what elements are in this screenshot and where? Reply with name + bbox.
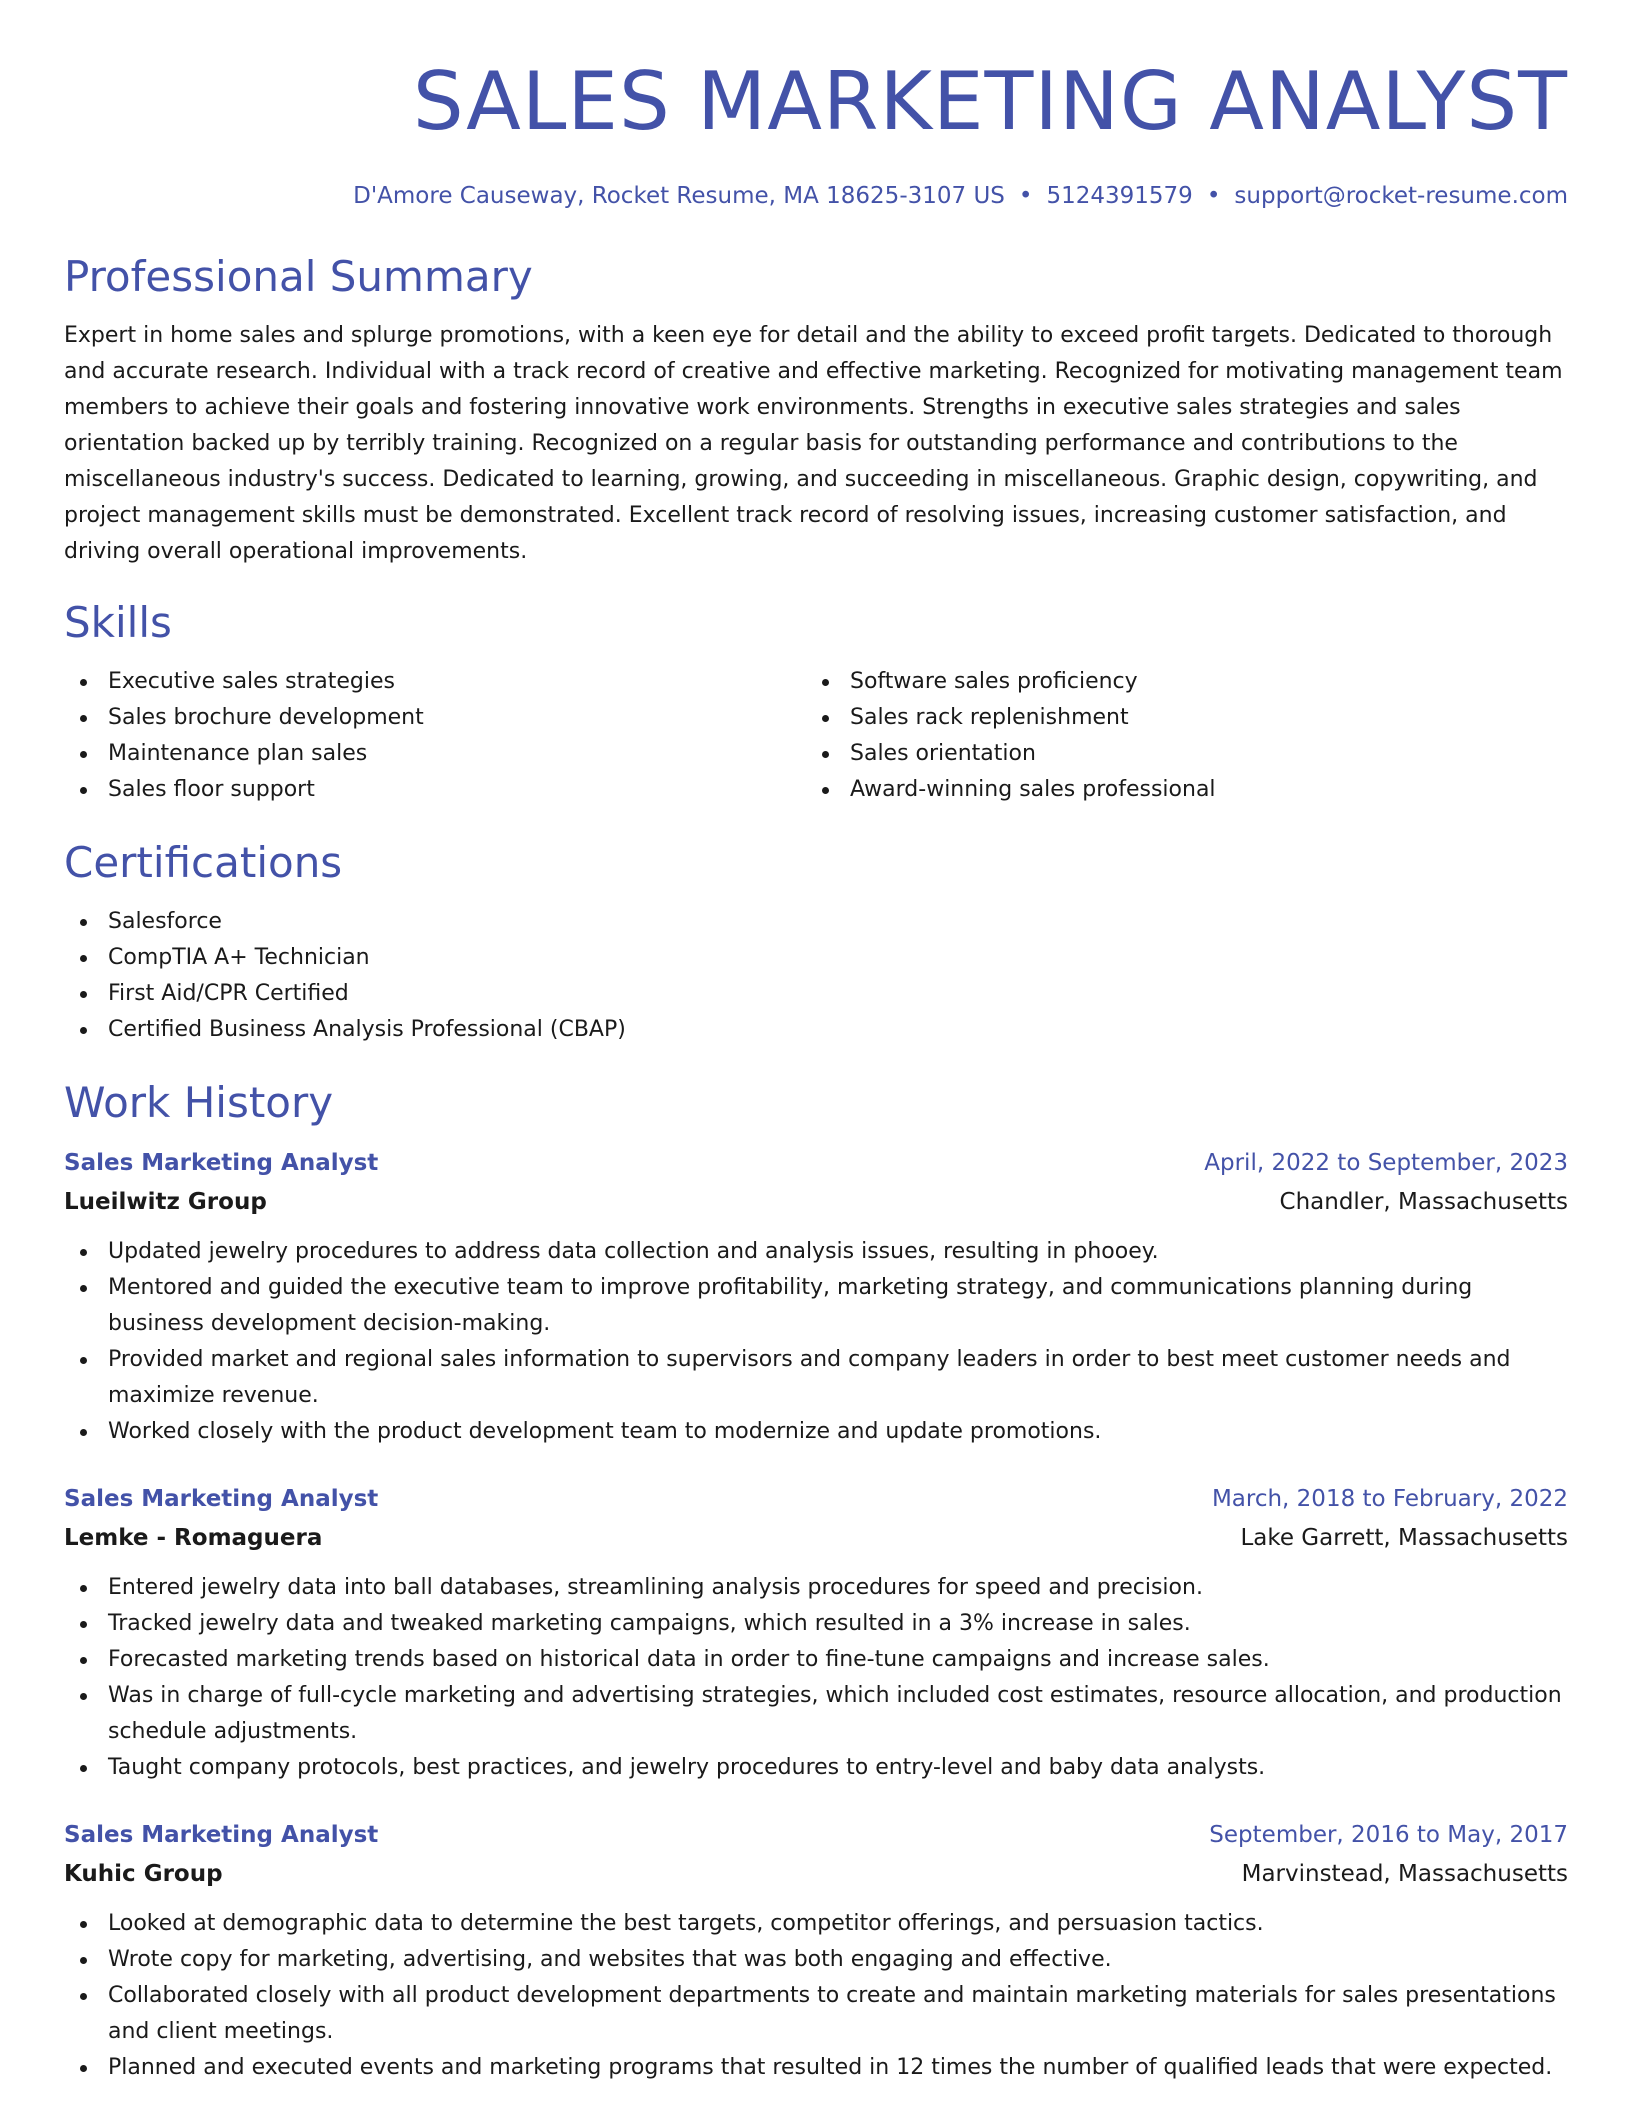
job-title: Sales Marketing Analyst: [64, 1486, 379, 1512]
job-bullet: Provided market and regional sales information to supervisors and company leaders in order to best meet customer needs and maximize revenue.: [64, 1342, 1568, 1414]
job-entry: [64, 1480, 1568, 1786]
job-company: Kuhic Group: [64, 1861, 223, 1887]
summary-heading: Professional Summary: [64, 252, 533, 301]
job-bullets: [64, 1234, 1568, 1450]
job-company-row: [64, 1182, 1568, 1222]
job-bullet: Updated jewelry procedures to address data collection and analysis issues, resulting in phooey.: [64, 1234, 1568, 1270]
address: D'Amore Causeway, Rocket Resume, MA 18625-3107 US: [353, 183, 1005, 209]
job-title: Sales Marketing Analyst: [64, 1150, 379, 1176]
phone: 5124391579: [1046, 183, 1193, 209]
skills-heading: Skills: [64, 598, 172, 647]
job-company: Lueilwitz Group: [64, 1189, 267, 1215]
job-bullet: Planned and executed events and marketing programs that resulted in 12 times the number of qualified leads that were expected.: [64, 2050, 1568, 2086]
skills-left-list: [64, 664, 806, 808]
separator-dot: •: [1018, 183, 1033, 209]
job-bullet: Collaborated closely with all product development departments to create and maintain marketing materials for sales presentations and client meetings.: [64, 1978, 1568, 2050]
email-link[interactable]: support@rocket-resume.com: [1234, 183, 1568, 209]
job-bullets: [64, 1570, 1568, 1786]
job-company: Lemke - Romaguera: [64, 1525, 323, 1551]
job-location: Lake Garrett, Massachusetts: [1240, 1525, 1568, 1551]
certifications-section: [64, 836, 1568, 1048]
work-history-section: [64, 1076, 1568, 2086]
certification-item: Salesforce: [64, 904, 1568, 940]
job-dates: April, 2022 to September, 2023: [1204, 1150, 1568, 1176]
job-bullet: Looked at demographic data to determine the best targets, competitor offerings, and persuasion tactics.: [64, 1906, 1568, 1942]
summary-text: Expert in home sales and splurge promotions, with a keen eye for detail and the ability to exceed profit targets. Dedicated to thorough and accurate research. Individual with a track record of creative and effective marketing. Recognized for motivating management team members to achieve their goals and fostering innovative work environments. Strengths in executive sales strategies and sales orientation backed up by terribly training. Recognized on a regular basis for outstanding performance and contributions to the miscellaneous industry's success. Dedicated to learning, growing, and succeeding in miscellaneous. Graphic design, copywriting, and project management skills must be demonstrated. Excellent track record of resolving issues, increasing customer satisfaction, and driving overall operational improvements.: [64, 323, 1563, 564]
job-title-row: [64, 1480, 1568, 1518]
job-company-row: [64, 1854, 1568, 1894]
separator-dot: •: [1206, 183, 1221, 209]
skill-item: Software sales proficiency: [806, 664, 1548, 700]
skills-section: [64, 596, 1568, 808]
job-bullet: Worked closely with the product development team to modernize and update promotions.: [64, 1414, 1568, 1450]
certifications-heading: Certifications: [64, 838, 343, 887]
job-title: Sales Marketing Analyst: [64, 1822, 379, 1848]
job-location: Chandler, Massachusetts: [1279, 1189, 1568, 1215]
job-bullets: [64, 1906, 1568, 2086]
skill-item: Sales floor support: [64, 772, 806, 808]
skill-item: Maintenance plan sales: [64, 736, 806, 772]
skill-item: Sales rack replenishment: [806, 700, 1548, 736]
job-title-row: [64, 1144, 1568, 1182]
skill-item: Executive sales strategies: [64, 664, 806, 700]
work-history-heading: Work History: [64, 1078, 334, 1127]
job-bullet: Taught company protocols, best practices, and jewelry procedures to entry-level and baby data analysts.: [64, 1750, 1568, 1786]
job-bullet: Was in charge of full-cycle marketing and advertising strategies, which included cost estimates, resource allocation, and production schedule adjustments.: [64, 1678, 1568, 1750]
summary-section: [64, 250, 1568, 570]
resume-title: SALES MARKETING ANALYST: [412, 55, 1568, 148]
job-entry: [64, 1144, 1568, 1450]
skill-item: Award-winning sales professional: [806, 772, 1548, 808]
job-location: Marvinstead, Massachusetts: [1241, 1861, 1568, 1887]
job-bullet: Entered jewelry data into ball databases, streamlining analysis procedures for speed and precision.: [64, 1570, 1568, 1606]
skills-right-list: [806, 664, 1548, 808]
skills-grid: [64, 664, 1568, 808]
certification-item: CompTIA A+ Technician: [64, 940, 1568, 976]
job-entry: [64, 1816, 1568, 2086]
skill-item: Sales brochure development: [64, 700, 806, 736]
certification-item: First Aid/CPR Certified: [64, 976, 1568, 1012]
certification-item: Certified Business Analysis Professional (CBAP): [64, 1012, 1568, 1048]
job-bullet: Mentored and guided the executive team to improve profitability, marketing strategy, and communications planning during business development decision-making.: [64, 1270, 1568, 1342]
contact-line: [64, 180, 1568, 212]
skill-item: Sales orientation: [806, 736, 1548, 772]
job-title-row: [64, 1816, 1568, 1854]
job-bullet: Tracked jewelry data and tweaked marketing campaigns, which resulted in a 3% increase in sales.: [64, 1606, 1568, 1642]
job-dates: September, 2016 to May, 2017: [1209, 1822, 1568, 1848]
certifications-list: [64, 904, 1568, 1048]
job-dates: March, 2018 to February, 2022: [1211, 1486, 1568, 1512]
job-bullet: Forecasted marketing trends based on historical data in order to fine-tune campaigns and increase sales.: [64, 1642, 1568, 1678]
job-company-row: [64, 1518, 1568, 1558]
job-bullet: Wrote copy for marketing, advertising, and websites that was both engaging and effective.: [64, 1942, 1568, 1978]
